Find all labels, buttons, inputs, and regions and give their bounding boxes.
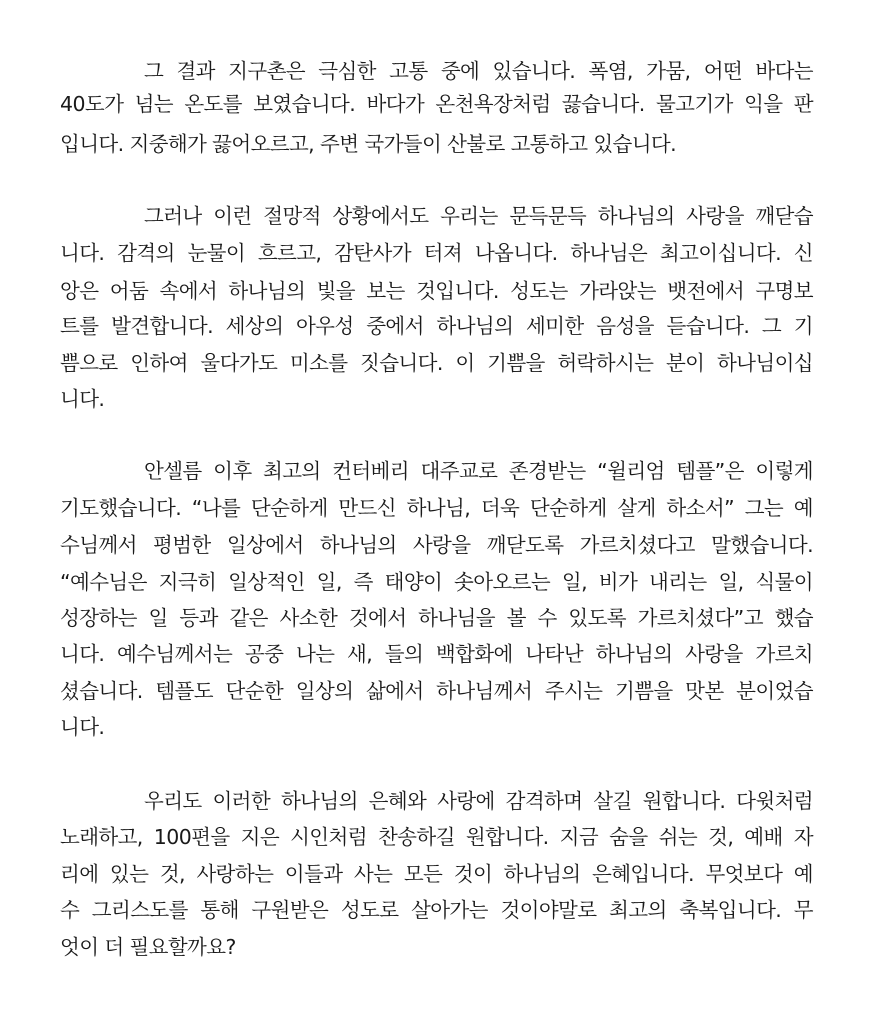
- paragraph-2-line-1: 그러나 이런 절망적 상황에서도 우리는 문득문득 하나님의 사랑을 깨닫습: [144, 204, 813, 228]
- paragraph-4-line-5: 엇이 더 필요할까요?: [60, 935, 236, 959]
- paragraph-2-line-3: 앙은 어둠 속에서 하나님의 빛을 보는 것입니다. 성도는 가라앉는 뱃전에서 구명보: [60, 279, 813, 303]
- paragraph-2-line-5: 쁨으로 인하여 울다가도 미소를 짓습니다. 이 기쁨을 허락하시는 분이 하나님이십: [60, 351, 813, 375]
- paragraph-2-line-4: 트를 발견합니다. 세상의 아우성 중에서 하나님의 세미한 음성을 듣습니다. 그 기: [60, 314, 813, 338]
- paragraph-3-line-1: 안셀름 이후 최고의 컨터베리 대주교로 존경받는 “윌리엄 템플”은 이렇게: [144, 459, 813, 483]
- paragraph-3-line-8: 니다.: [60, 715, 105, 739]
- paragraph-3-line-2: 기도했습니다. “나를 단순하게 만드신 하나님, 더욱 단순하게 살게 하소서” 그는 예: [60, 496, 813, 520]
- paragraph-1-line-1: 그 결과 지구촌은 극심한 고통 중에 있습니다. 폭염, 가뭄, 어떤 바다는: [144, 59, 813, 83]
- paragraph-1-line-2: 40도가 넘는 온도를 보였습니다. 바다가 온천욕장처럼 끓습니다. 물고기가 익을 판: [60, 92, 813, 116]
- paragraph-2-line-2: 니다. 감격의 눈물이 흐르고, 감탄사가 터져 나옵니다. 하나님은 최고이십니다. 신: [60, 241, 813, 265]
- paragraph-4-line-2: 노래하고, 100편을 지은 시인처럼 찬송하길 원합니다. 지금 숨을 쉬는 것, 예배 자: [60, 825, 813, 849]
- paragraph-3-line-4: “예수님은 지극히 일상적인 일, 즉 태양이 솟아오르는 일, 비가 내리는 일, 식물이: [60, 570, 813, 594]
- paragraph-3-line-6: 니다. 예수님께서는 공중 나는 새, 들의 백합화에 나타난 하나님의 사랑을 가르치: [60, 642, 813, 666]
- paragraph-3-line-3: 수님께서 평범한 일상에서 하나님의 사랑을 깨닫도록 가르치셨다고 말했습니다.: [60, 533, 813, 557]
- paragraph-3-line-5: 성장하는 일 등과 같은 사소한 것에서 하나님을 볼 수 있도록 가르치셨다”고 했습: [60, 606, 813, 630]
- paragraph-2-line-6: 니다.: [60, 387, 105, 411]
- paragraph-4-line-3: 리에 있는 것, 사랑하는 이들과 사는 모든 것이 하나님의 은혜입니다. 무엇보다 예: [60, 862, 813, 886]
- paragraph-1-line-3: 입니다. 지중해가 끓어오르고, 주변 국가들이 산불로 고통하고 있습니다.: [60, 132, 677, 156]
- paragraph-4-line-4: 수 그리스도를 통해 구원받은 성도로 살아가는 것이야말로 최고의 축복입니다. 무: [60, 898, 813, 922]
- paragraph-4-line-1: 우리도 이러한 하나님의 은혜와 사랑에 감격하며 살길 원합니다. 다윗처럼: [144, 789, 813, 813]
- paragraph-3-line-7: 셨습니다. 템플도 단순한 일상의 삶에서 하나님께서 주시는 기쁨을 맛본 분이었습: [60, 679, 813, 703]
